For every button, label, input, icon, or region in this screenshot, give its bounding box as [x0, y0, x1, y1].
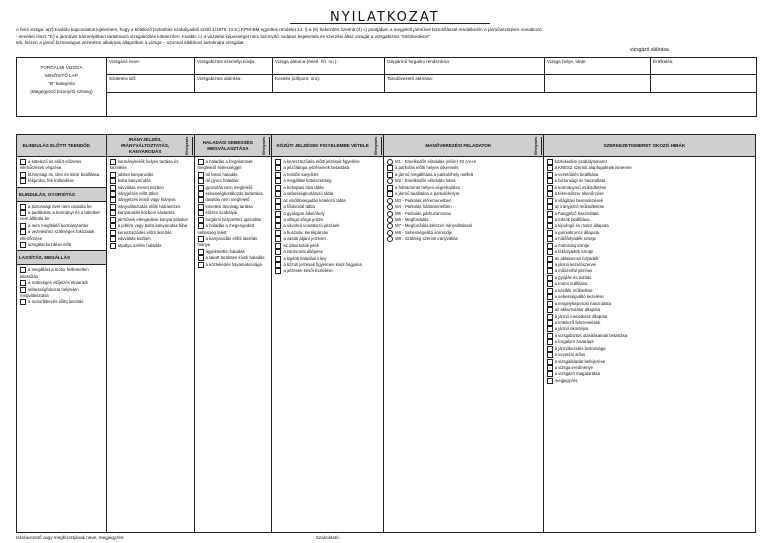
- checkbox[interactable]: [547, 346, 553, 352]
- field-start-time[interactable]: Kezdés (időpont, óra):: [273, 75, 385, 93]
- checklist-item-label: a hátramenet helyes végrehajtása: [395, 184, 460, 190]
- checkbox[interactable]: [547, 198, 553, 204]
- checkbox[interactable]: [547, 230, 553, 236]
- column-maneuvers: [384, 135, 544, 532]
- checkbox[interactable]: [110, 197, 116, 203]
- rotated-label: Elhelyezés: [184, 137, 193, 155]
- checklist-item-label: a megállást a motor kellemetlen lelassítás: [20, 267, 89, 279]
- checklist-item-label: kereszteződés előtti lassítás: [117, 229, 172, 235]
- checklist-item-label: M7 - Megfordulás kétszeri irányváltással: [395, 223, 472, 229]
- checklist-item-label: a parkolás előtti helyes útkeresés: [395, 165, 459, 171]
- checkbox[interactable]: [275, 249, 281, 255]
- checkbox[interactable]: [547, 165, 553, 171]
- checkbox[interactable]: [547, 211, 553, 217]
- checklist-item-label: irányjelzés késői vagy hiányos: [117, 197, 176, 203]
- checkbox[interactable]: [275, 268, 281, 274]
- checkbox[interactable]: [198, 185, 204, 191]
- checkbox[interactable]: [198, 197, 204, 203]
- checklist-item-label: lassítás nem megfelelő: [205, 197, 250, 203]
- checklist-item-label: a kereszteződés előtti jelzések figyelése: [283, 159, 360, 165]
- checkbox[interactable]: [547, 217, 553, 223]
- radio-circle[interactable]: [387, 217, 393, 223]
- footer-row: [16, 535, 340, 540]
- checklist-item-label: a jobbra vagy balra kanyarodás hiba: [117, 223, 188, 229]
- checklist-item-label: a biztonsági övet nem csatolta be: [28, 203, 92, 209]
- rotated-label: Elhelyezés: [261, 137, 270, 155]
- checkbox[interactable]: [387, 165, 393, 171]
- checkbox[interactable]: [547, 359, 553, 365]
- checkbox[interactable]: [20, 299, 26, 305]
- exam-subtitle-3: (Megegyező bizonyító szöveg): [30, 89, 93, 94]
- checklist-item[interactable]: [20, 242, 103, 248]
- checklist-item-label: vizsgálat kezdése előtt: [28, 242, 72, 248]
- checkbox[interactable]: [198, 210, 204, 216]
- checkbox[interactable]: [110, 204, 116, 210]
- checklist-item-label: járművek elengedése kanyarodáskor: [117, 216, 188, 222]
- checklist-item[interactable]: [198, 236, 269, 249]
- radio-circle[interactable]: [387, 159, 393, 165]
- signature-label: vizsgázó aláírása: [630, 47, 669, 53]
- checkbox[interactable]: [198, 262, 204, 268]
- checklist-item-label: a világítási berendezések: [554, 197, 604, 203]
- checklist-item-label: forgalmi helyzethez igazodás: [205, 216, 261, 222]
- criteria-grid: [16, 134, 756, 533]
- checkbox[interactable]: [198, 178, 204, 184]
- checklist-item-label: a villogó sárga jelzés: [283, 217, 324, 223]
- exam-title: FORGALMI VIZSGA: [40, 65, 83, 70]
- checklist-item-label: a hűtőfolyadék szintje: [554, 236, 596, 242]
- checklist-item-label: a vizsga eredménye: [554, 365, 594, 371]
- declaration-line-3: tek, hiszen a jármű biztonságos vezetésre alkalmas állapotban a vizsga – azonnal általános tartalmára vizsgálat: [16, 40, 244, 46]
- checklist-item-label: az irányjelző működtetése: [554, 204, 605, 210]
- checklist-item[interactable]: [198, 223, 269, 236]
- column-speed: [195, 135, 273, 532]
- checkbox[interactable]: [198, 159, 204, 165]
- checklist-item-label: a jármű kezelőszervei: [554, 262, 597, 268]
- checklist-item-label: a haladás a megengedett sebesség felett: [197, 223, 255, 235]
- checkbox[interactable]: [547, 249, 553, 255]
- checklist-item-label: jobbra kanyarodás: [117, 171, 154, 177]
- field-empty-2[interactable]: [651, 75, 757, 93]
- checklist-item[interactable]: [20, 299, 103, 305]
- title-underline: [290, 23, 490, 24]
- checklist-item[interactable]: [20, 178, 103, 184]
- checkbox[interactable]: [20, 229, 26, 235]
- checklist-item-label: a kijelölt haladási irány: [283, 255, 327, 261]
- checklist-item-label: a fékfolyadék szintje: [554, 249, 594, 255]
- checkbox[interactable]: [547, 365, 553, 371]
- checkbox[interactable]: [275, 185, 281, 191]
- column-header-label: HALADÁSI SEBESSÉG MEGVÁLASZTÁSA: [202, 139, 254, 151]
- checklist-item-label: M3 - Parkolás előremenetben: [395, 197, 452, 203]
- checklist-item-label: az útburkolati jelek: [283, 242, 319, 248]
- checklist-item-label: az elsőbbségadás kötelező tábla: [283, 197, 346, 203]
- checklist-item-label: a vizsgafeladat befejezése: [554, 358, 606, 364]
- checklist-item-label: a rendőri karjelzés: [283, 172, 319, 178]
- checklist-item-label: a közúti jelzések figyelmen kívül hagyása: [283, 262, 362, 268]
- checklist-item[interactable]: [110, 223, 191, 229]
- checkbox[interactable]: [275, 178, 281, 184]
- checkbox[interactable]: [110, 210, 116, 216]
- page-title: NYILATKOZAT: [330, 10, 440, 25]
- checklist-item-label: a vizsgabiztos utasításainak betartása: [554, 332, 628, 338]
- checkbox[interactable]: [547, 159, 553, 165]
- checklist-item[interactable]: [20, 287, 103, 300]
- checklist-item[interactable]: [387, 236, 540, 242]
- checkbox[interactable]: [20, 267, 26, 273]
- checkbox[interactable]: [198, 172, 204, 178]
- checklist-item-label: a vezetéshez szükséges fokozatok ellenőrzése: [20, 229, 95, 241]
- checklist-item-label: a kormánymű működtetése: [554, 184, 607, 190]
- checklist-item-label: a pedálokat, a kormányt és a tükröket nem állította be: [20, 210, 100, 222]
- declaration-line-2: - elméleti részt: "E) a járművet bármelyikben tartalmazó vizsgaközlés kötelezően, tovább. c) a vezetési képességet nem bizonyító: tudatos bejelentés és szerzési által: vizsgát a vizsgabiztos "intézkedésre": [16, 33, 431, 39]
- column-items: [107, 157, 194, 251]
- checkbox[interactable]: [547, 281, 553, 287]
- checklist-item[interactable]: [20, 267, 103, 280]
- radio-circle[interactable]: [387, 236, 393, 242]
- checklist-item-label: sávváltás menet közben: [117, 184, 164, 190]
- checkbox[interactable]: [20, 280, 26, 286]
- checkbox[interactable]: [275, 198, 281, 204]
- column-signs: [272, 135, 384, 532]
- checklist-item-label: a motorolaj szintje: [554, 242, 590, 248]
- checkbox[interactable]: [110, 172, 116, 178]
- footer-school-leader: Iskolavezető vagy megbízottjának neve, megjegyzés:: [16, 535, 125, 540]
- checkbox[interactable]: [547, 185, 553, 191]
- radio-circle[interactable]: [387, 198, 393, 204]
- checklist-item-label: a vasúti átjáró jelzései: [283, 236, 326, 242]
- checkbox[interactable]: [547, 275, 553, 281]
- section-header-start: [17, 187, 106, 202]
- checklist-item-label: a kézifék működése: [554, 287, 593, 293]
- checklist-item[interactable]: [198, 255, 269, 261]
- checkbox[interactable]: [110, 217, 116, 223]
- checklist-item-label: a sebességkorlátozó tábla: [283, 191, 334, 197]
- checklist-item-label: a haladás a forgalomnak megfelelő sebességgel: [197, 159, 253, 171]
- field-examiner-signature[interactable]: Vizsgabiztos aláírása:: [195, 75, 273, 93]
- rotated-label: Elhelyezés: [533, 137, 542, 155]
- checklist-item-label: a főútvonal tábla: [283, 204, 315, 210]
- column-items: [195, 157, 272, 270]
- checklist-item-label: a lakott területen kívüli haladás: [205, 255, 265, 261]
- column-items: [17, 265, 106, 307]
- checklist-item-label: a vezetési stílus: [554, 352, 586, 358]
- checklist-item-label: gyorsítás nem megfelelő: [205, 184, 253, 190]
- checkbox[interactable]: [547, 262, 553, 268]
- checkbox[interactable]: [547, 178, 553, 184]
- checkbox[interactable]: [547, 307, 553, 313]
- checkbox[interactable]: [198, 191, 204, 197]
- field-exam-date[interactable]: Vizsga dátuma (éééé. hh. nn.):: [273, 58, 385, 75]
- column-items: [17, 202, 106, 251]
- checkbox[interactable]: [547, 223, 553, 229]
- field-examinee-name[interactable]: Vizsgázó neve:: [107, 58, 195, 75]
- exam-subtitle-1: MINŐSÍTŐ LAP: [45, 73, 78, 78]
- field-empty-1[interactable]: [545, 75, 651, 93]
- checklist-item[interactable]: [110, 243, 191, 249]
- column-header: [17, 135, 106, 157]
- checklist-item-label: megjegyzés: [554, 378, 578, 384]
- checkbox[interactable]: [198, 204, 204, 210]
- column-items: [272, 157, 383, 277]
- checklist-item-label: a jármű megállítása a parkolóhely mellett: [395, 172, 474, 178]
- checklist-item-label: útpálya szélén haladás: [117, 242, 162, 248]
- checklist-item-label: a sebességváltó kezelése: [554, 294, 604, 300]
- checkbox[interactable]: [198, 236, 204, 242]
- checklist-item-label: figyelmetlen haladás: [205, 248, 245, 254]
- field-exam-place[interactable]: Vizsga helye, ideje:: [545, 58, 651, 75]
- column-header: [384, 135, 543, 157]
- checkbox[interactable]: [275, 243, 281, 249]
- checkbox[interactable]: [275, 204, 281, 210]
- checklist-item-label: sebességkorlátozás betartása: [205, 191, 263, 197]
- column-header-label: MANŐVEREZÉSI FELADATOK: [425, 142, 492, 148]
- checklist-item-label: a gumiabroncs állapota: [554, 229, 600, 235]
- checkbox[interactable]: [547, 371, 553, 377]
- checkbox[interactable]: [275, 217, 281, 223]
- checklist-item-label: kormánykerék helyes tartása és kezelése: [109, 159, 179, 171]
- checklist-item-label: M9 - Szükség szerinti irányváltás: [395, 236, 458, 242]
- column-header: [544, 135, 755, 157]
- checkbox[interactable]: [110, 243, 116, 249]
- checkbox[interactable]: [547, 288, 553, 294]
- checklist-item-label: túl gyors haladás: [205, 178, 239, 184]
- checklist-item-label: a kipufogó és motor állapota: [554, 223, 609, 229]
- checklist-item-label: előzés szabályai: [205, 210, 238, 216]
- checklist-item-label: túl lassú haladás: [205, 171, 238, 177]
- checkbox[interactable]: [547, 243, 553, 249]
- checkbox[interactable]: [20, 287, 26, 293]
- column-header-label: IRÁNYJELZÉS, IRÁNYVÁLTOZTATÁS, KANYARODÁS: [121, 136, 170, 154]
- checklist-item-label: a kanyarodás előtti lassítás hiánya: [197, 236, 258, 248]
- column-header-label: KÖZÚTI JELZÉSEK FIGYELEMBE VÉTELE: [276, 142, 369, 148]
- checkbox[interactable]: [275, 165, 281, 171]
- checklist-item-label: a megállási kötelezettség: [283, 178, 332, 184]
- checkbox[interactable]: [20, 159, 26, 165]
- checklist-item-label: a biztonsági öv használata: [554, 178, 606, 184]
- checklist-item-label: a motor leállítása: [554, 281, 588, 287]
- checkbox[interactable]: [547, 333, 553, 339]
- checkbox[interactable]: [547, 268, 553, 274]
- checkbox[interactable]: [547, 294, 553, 300]
- checklist-item-label: a buszsáv, kerékpársáv: [283, 229, 329, 235]
- checkbox[interactable]: [547, 378, 553, 384]
- checklist-item-label: M4 - Parkolás hátramenetben: [395, 204, 452, 210]
- checklist-item-label: a jelzőlámpa jelzéseinek betartása: [283, 165, 350, 171]
- checkbox[interactable]: [275, 262, 281, 268]
- checklist-item-label: M1 - Emelkedőn elindulás (előre) 40 cm-re: [395, 159, 477, 165]
- checklist-item-label: a kötelező és előírt előzetes ellenőrzések végzése: [20, 159, 82, 171]
- checklist-item-label: a jelzések késői észlelése: [283, 268, 333, 274]
- checkbox[interactable]: [20, 172, 26, 178]
- checkbox[interactable]: [387, 191, 393, 197]
- checklist-item[interactable]: [20, 210, 103, 223]
- field-birth-date[interactable]: Születési idő:: [107, 75, 195, 93]
- checklist-item[interactable]: [547, 378, 752, 384]
- checklist-item-label: a fékrendszer ellenőrzése: [554, 191, 604, 197]
- checkbox[interactable]: [275, 172, 281, 178]
- checkbox[interactable]: [547, 314, 553, 320]
- checklist-item-label: a közlekedés folyamatossága: [205, 261, 262, 267]
- column-header-label: SZERKEZETISMERET OKOZÓ HIBÁK: [603, 142, 686, 148]
- checkbox[interactable]: [547, 326, 553, 332]
- checklist-item-label: a forgalom zavarása: [554, 339, 594, 345]
- checklist-item-label: a vezetőülés beállítása: [554, 172, 599, 178]
- checklist-item[interactable]: [275, 268, 380, 274]
- column-items: [544, 157, 755, 386]
- checklist-item-label: a gyalogos átkelőhely: [283, 210, 325, 216]
- radio-circle[interactable]: [387, 204, 393, 210]
- checklist-item-label: M8 - Sebességváltó sorrendje: [395, 229, 453, 235]
- checkbox[interactable]: [275, 223, 281, 229]
- checklist-item-label: irányjelzés előtt tükör: [117, 191, 159, 197]
- checklist-item-label: a kötelező felszerelések: [554, 320, 601, 326]
- checkbox[interactable]: [20, 210, 26, 216]
- checklist-item-label: fékpróba, fék működése: [28, 178, 74, 184]
- checklist-item[interactable]: [20, 229, 103, 242]
- checkbox[interactable]: [275, 159, 281, 165]
- checkbox[interactable]: [275, 191, 281, 197]
- checkbox[interactable]: [198, 255, 204, 261]
- checkbox[interactable]: [547, 352, 553, 358]
- checklist-item-label: a jármű menetkész állapota: [554, 313, 608, 319]
- checkbox[interactable]: [110, 185, 116, 191]
- declaration-line-1: A fenti vizsga. a(z) további kapcsolatos kijelentem, hogy a kötelező biztosítás szabályaiból szóló 1/1975. (II.5.) KPM-BM együttes rendelet 14. §-a (5) bekezdés szerinti (4) c) pontjában a megjelölt járművel biztosítással rendelkezik. A járművezetésre vonatkozó: [16, 27, 542, 32]
- section-header-label: ELINDULÁS, GYORSÍTÁS: [19, 191, 75, 197]
- exam-header-table: [16, 57, 757, 117]
- field-evaluation[interactable]: Értékelés:: [651, 58, 757, 75]
- exam-title-cell: [17, 58, 107, 117]
- checklist-item-label: a járműkezelés biztonsága: [554, 345, 606, 351]
- checklist-item-label: kanyarodás közbeni sávtartás: [117, 210, 175, 216]
- checklist-item-label: az akkumulátor állapota: [554, 307, 600, 313]
- checkbox[interactable]: [20, 223, 26, 229]
- section-header-label: LASSÍTÁS, MEGÁLLÁS: [19, 255, 71, 261]
- checkbox[interactable]: [275, 211, 281, 217]
- checkbox[interactable]: [20, 242, 26, 248]
- field-plate-number[interactable]: Gépjármű forgalmi rendszáma:: [385, 58, 545, 75]
- checkbox[interactable]: [198, 249, 204, 255]
- radio-circle[interactable]: [387, 230, 393, 236]
- checklist-item[interactable]: [20, 159, 103, 172]
- checklist-item-label: M6 - Megfordulás: [395, 217, 429, 223]
- checkbox[interactable]: [275, 256, 281, 262]
- checklist-item-label: az ablakmosó folyadék: [554, 255, 599, 261]
- field-student-signature[interactable]: Tanulóvezető aláírása:: [385, 75, 545, 93]
- checklist-item[interactable]: [198, 262, 269, 268]
- checklist-item[interactable]: [198, 159, 269, 172]
- checkbox[interactable]: [547, 339, 553, 345]
- checklist-item-label: biztonsági öv, ülés és tükör beállítása: [28, 171, 100, 177]
- declaration-text: [16, 27, 756, 47]
- checklist-item-label: M2 - Emelkedőn elindulás hátra: [395, 178, 456, 184]
- checklist-item-label: a tükrök beállítása: [554, 217, 590, 223]
- checkbox[interactable]: [110, 159, 116, 165]
- checklist-item-label: a tengelykapcsoló használata: [554, 300, 611, 306]
- checklist-item-label: a jármű okmányai: [554, 326, 589, 332]
- field-blank-row: [107, 93, 757, 117]
- checkbox[interactable]: [110, 223, 116, 229]
- exam-subtitle-2: "B" kategória: [48, 81, 75, 86]
- column-errors: [544, 135, 755, 532]
- checklist-item-label: M5 - Parkolás párhuzamosan: [395, 210, 452, 216]
- footer-instructor: Szakoktató:: [315, 535, 340, 540]
- checkbox[interactable]: [547, 320, 553, 326]
- checkbox[interactable]: [20, 178, 26, 184]
- checkbox[interactable]: [20, 204, 26, 210]
- checklist-item-label: a motorfékezés előtti lassítás: [28, 299, 84, 305]
- checkbox[interactable]: [547, 301, 553, 307]
- checklist-item-label: sebességfokozat helytelen megválasztása: [20, 286, 79, 298]
- section-header-stop: [17, 250, 106, 265]
- checklist-item-label: a műszerfal jelzései: [554, 268, 593, 274]
- checklist-item[interactable]: [110, 159, 191, 172]
- checklist-item-label: sávváltás közben: [117, 236, 151, 242]
- checkbox[interactable]: [547, 256, 553, 262]
- radio-circle[interactable]: [387, 211, 393, 217]
- checklist-item-label: a nem megfelelő kormánytartás: [28, 222, 89, 228]
- checklist-item-label: a gyújtás és indítás: [554, 275, 592, 281]
- column-header: [195, 135, 272, 157]
- column-turning: [107, 135, 195, 532]
- field-examiner-code[interactable]: Vizsgabiztos személyi kódja:: [195, 58, 273, 75]
- checklist-item-label: a hangjelző használata: [554, 210, 599, 216]
- checklist-item-label: balra kanyarodás: [117, 178, 151, 184]
- checklist-item-label: irányváltoztatás előtti hátranézés: [117, 204, 181, 210]
- checkbox[interactable]: [110, 191, 116, 197]
- checkbox[interactable]: [547, 236, 553, 242]
- checklist-item-label: a sávokra vonatkozó jelzések: [283, 223, 340, 229]
- checkbox[interactable]: [275, 236, 281, 242]
- checkbox[interactable]: [387, 172, 393, 178]
- radio-circle[interactable]: [387, 223, 393, 229]
- rotated-label: Elhelyezés: [373, 137, 382, 155]
- checkbox[interactable]: [110, 236, 116, 242]
- checklist-item-label: a behajtani tilos tábla: [283, 184, 324, 190]
- checklist-item-label: a szükséges előjelzés elmaradt: [28, 280, 88, 286]
- checklist-item-label: a vizsgázó magatartása: [554, 371, 600, 377]
- checkbox[interactable]: [110, 230, 116, 236]
- column-items: [17, 157, 106, 187]
- checkbox[interactable]: [110, 178, 116, 184]
- checklist-item-label: a KRESZ szerinti alapfogalmak ismerete: [554, 165, 632, 171]
- radio-circle[interactable]: [387, 178, 393, 184]
- checkbox[interactable]: [275, 230, 281, 236]
- checkbox[interactable]: [387, 185, 393, 191]
- column-items: [384, 157, 543, 245]
- checkbox[interactable]: [547, 172, 553, 178]
- checklist-item-label: közlekedési szabályismeret: [554, 159, 607, 165]
- checkbox[interactable]: [547, 191, 553, 197]
- column-header: [272, 135, 383, 157]
- column-header-label: ELINDULÁS ELŐTTI TEENDŐK: [22, 142, 91, 148]
- column-before-start: [17, 135, 107, 532]
- checkbox[interactable]: [547, 204, 553, 210]
- checkbox[interactable]: [198, 223, 204, 229]
- column-header: [107, 135, 194, 157]
- checklist-item-label: a záróvonal átlépése: [283, 249, 323, 255]
- checklist-item-label: követési távolság tartása: [205, 204, 253, 210]
- checkbox[interactable]: [198, 217, 204, 223]
- checklist-item-label: a jármű beállítása a parkolóhelyre: [395, 191, 460, 197]
